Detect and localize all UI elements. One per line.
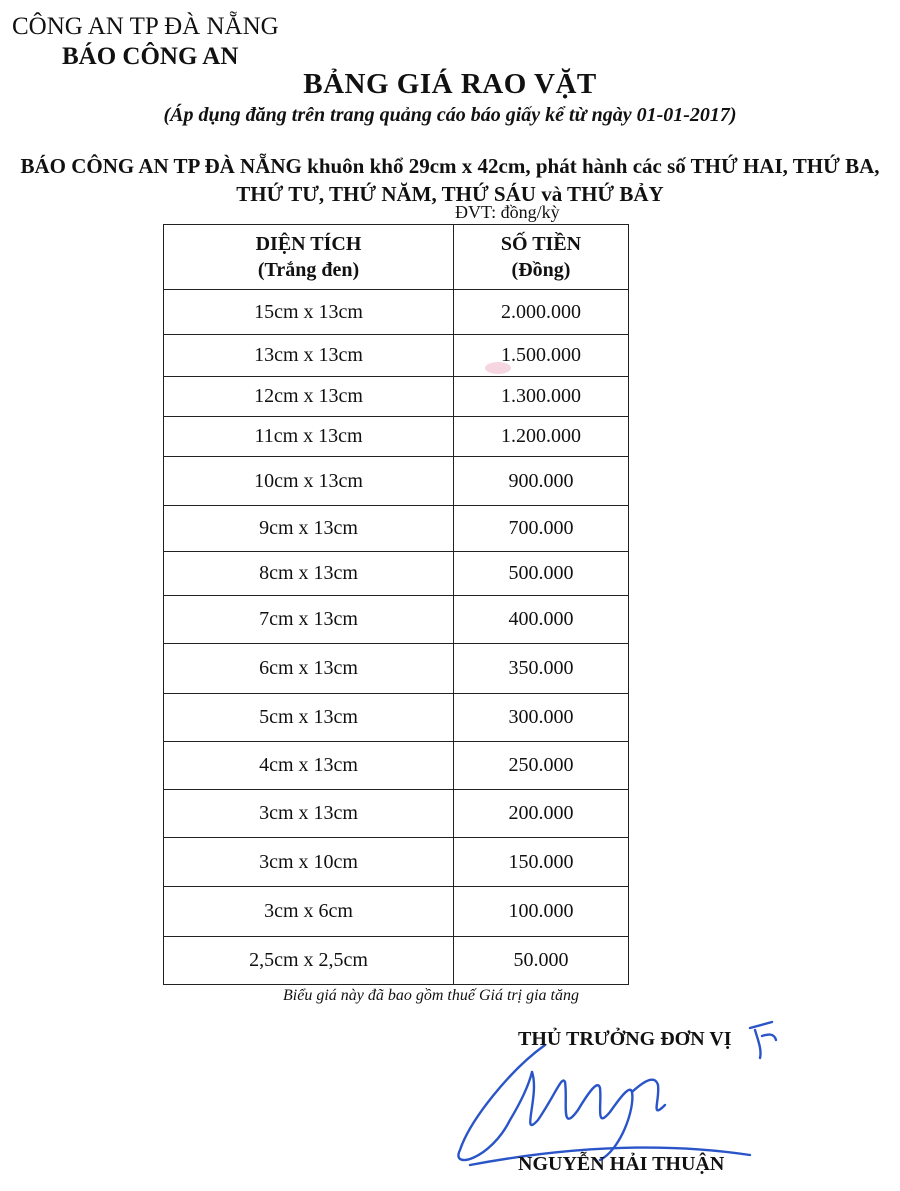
- area-cell: 3cm x 10cm: [164, 838, 454, 886]
- unit-label: ĐVT: đồng/kỳ: [455, 202, 560, 222]
- table-row: [164, 335, 629, 377]
- area-cell: 3cm x 13cm: [164, 790, 454, 838]
- table-row: [164, 838, 629, 886]
- price-cell: 150.000: [454, 838, 629, 886]
- signatory-title: THỦ TRƯỞNG ĐƠN VỊ: [518, 1028, 732, 1050]
- price-header-line2: (Đồng): [511, 259, 571, 281]
- table-row: [164, 457, 629, 505]
- signatory-name: NGUYỄN HẢI THUẬN: [518, 1153, 725, 1175]
- document-title: BẢNG GIÁ RAO VẶT: [303, 68, 597, 100]
- area-cell: 4cm x 13cm: [164, 742, 454, 790]
- price-cell: 900.000: [454, 457, 629, 505]
- document-subtitle: (Áp dụng đăng trên trang quảng cáo báo giấy kể từ ngày 01-01-2017): [163, 104, 737, 126]
- price-table: [163, 224, 629, 985]
- table-row: [164, 643, 629, 693]
- area-cell: 3cm x 6cm: [164, 886, 454, 936]
- area-header-line2: (Trắng đen): [257, 259, 360, 281]
- price-cell: 1.200.000: [454, 417, 629, 457]
- price-cell: 400.000: [454, 595, 629, 643]
- newspaper-name: BÁO CÔNG AN: [62, 43, 239, 70]
- organization-name: CÔNG AN TP ĐÀ NẴNG: [12, 13, 279, 40]
- area-cell: 9cm x 13cm: [164, 505, 454, 551]
- area-cell: 11cm x 13cm: [164, 417, 454, 457]
- table-row: [164, 290, 629, 335]
- table-row: [164, 417, 629, 457]
- area-cell: 12cm x 13cm: [164, 377, 454, 417]
- price-header-line1: SỐ TIỀN: [500, 233, 582, 255]
- area-cell: 5cm x 13cm: [164, 694, 454, 742]
- table-row: [164, 790, 629, 838]
- price-cell: 50.000: [454, 936, 629, 984]
- table-row: [164, 742, 629, 790]
- table-header-row: [164, 225, 629, 290]
- table-row: [164, 694, 629, 742]
- table-row: [164, 505, 629, 551]
- area-cell: 13cm x 13cm: [164, 335, 454, 377]
- price-cell: 700.000: [454, 505, 629, 551]
- price-cell: 1.300.000: [454, 377, 629, 417]
- area-cell: 15cm x 13cm: [164, 290, 454, 335]
- price-cell: 1.500.000: [454, 335, 629, 377]
- table-row: [164, 551, 629, 595]
- publication-description: BÁO CÔNG AN TP ĐÀ NẴNG khuôn khổ 29cm x 42cm, phát hành các số THỨ HAI, THỨ BA, THỨ TƯ, THỨ NĂM, THỨ SÁU và THỨ BẢY: [20, 154, 880, 206]
- price-cell: 2.000.000: [454, 290, 629, 335]
- price-cell: 500.000: [454, 551, 629, 595]
- ink-smudge: [485, 362, 511, 374]
- area-column-header: [164, 225, 454, 290]
- table-row: [164, 595, 629, 643]
- handwritten-signature: [450, 1000, 810, 1170]
- table-row: [164, 377, 629, 417]
- area-header-line1: DIỆN TÍCH: [255, 233, 362, 255]
- area-cell: 8cm x 13cm: [164, 551, 454, 595]
- vat-note: Biểu giá này đã bao gồm thuế Giá trị gia tăng: [283, 987, 579, 1004]
- price-cell: 300.000: [454, 694, 629, 742]
- price-cell: 250.000: [454, 742, 629, 790]
- price-cell: 350.000: [454, 643, 629, 693]
- price-column-header: [454, 225, 629, 290]
- price-table-body: [164, 290, 629, 985]
- table-row: [164, 936, 629, 984]
- table-row: [164, 886, 629, 936]
- area-cell: 7cm x 13cm: [164, 595, 454, 643]
- price-cell: 200.000: [454, 790, 629, 838]
- price-cell: 100.000: [454, 886, 629, 936]
- area-cell: 6cm x 13cm: [164, 643, 454, 693]
- area-cell: 10cm x 13cm: [164, 457, 454, 505]
- area-cell: 2,5cm x 2,5cm: [164, 936, 454, 984]
